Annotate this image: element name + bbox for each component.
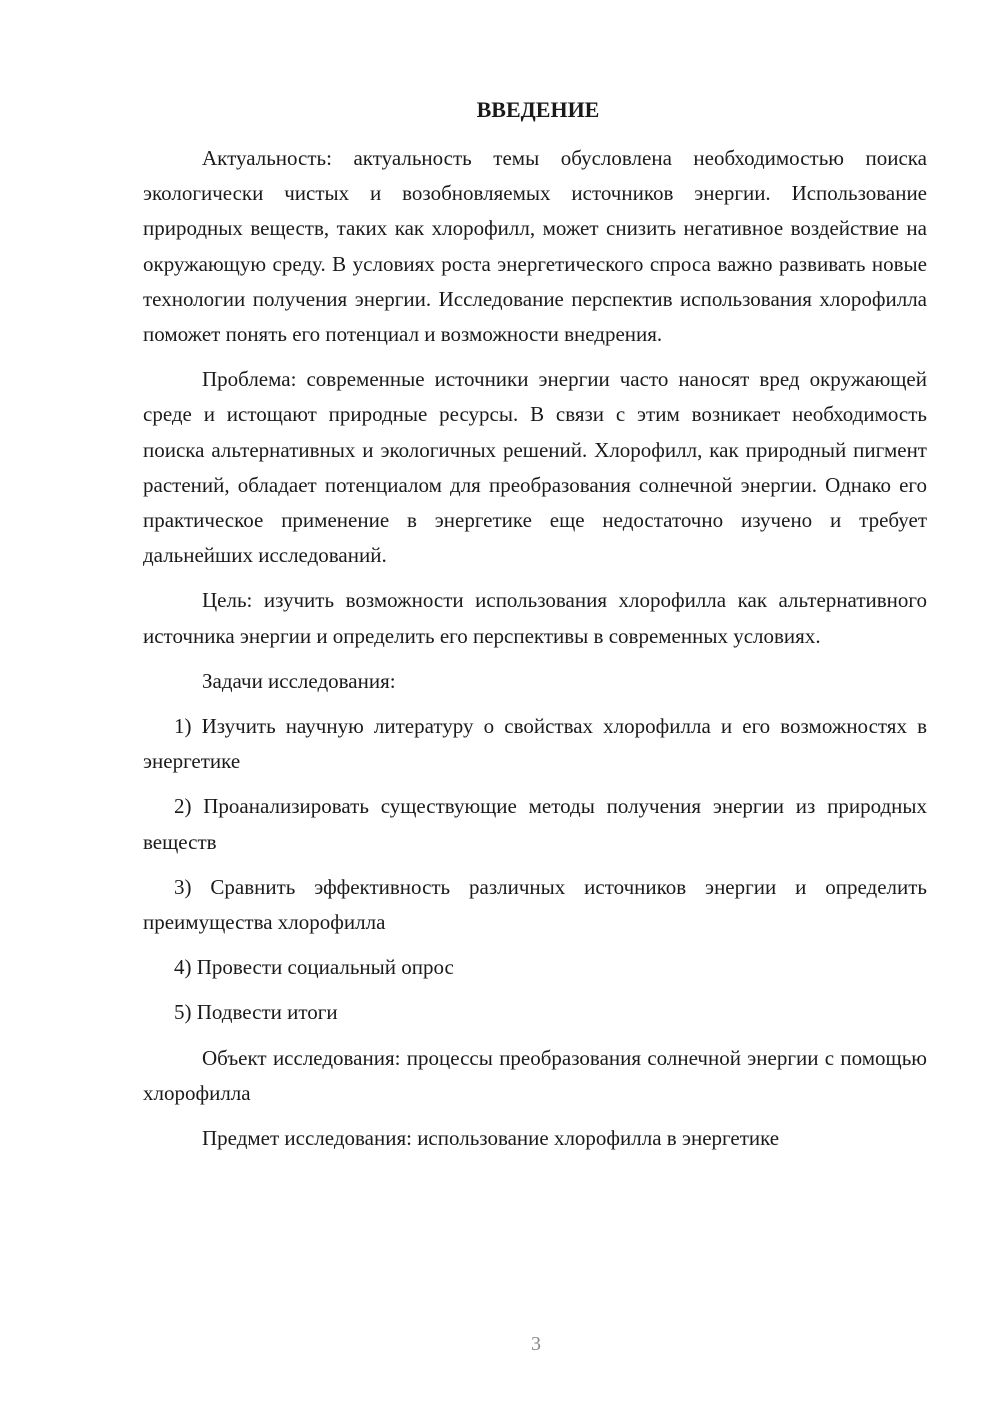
document-body xyxy=(143,95,927,1166)
tasks-intro: Задачи исследования: xyxy=(202,668,396,693)
list-item: 2) Проанализировать существующие методы получения энергии из природных веществ xyxy=(143,794,927,854)
list-item: 4) Провести социальный опрос xyxy=(174,955,454,980)
object-paragraph: Объект исследования: процессы преобразования солнечной энергии с помощью хлорофилла xyxy=(143,1045,927,1105)
subject-paragraph: Предмет исследования: использование хлорофилла в энергетике xyxy=(202,1126,780,1151)
page-number: 3 xyxy=(531,1333,541,1355)
list-item: 3) Сравнить эффективность различных источников энергии и определить преимущества хлорофилла xyxy=(143,874,927,935)
list-item: 1) Изучить научную литературу о свойствах хлорофилла и его возможностях в энергетике xyxy=(143,714,927,774)
tasks-list xyxy=(143,709,927,1031)
goal-paragraph: Цель: изучить возможности использования хлорофилла как альтернативного источника энергии и определить его перспективы в современных условиях. xyxy=(143,588,927,648)
page-title: ВВЕДЕНИЕ xyxy=(476,97,600,122)
relevance-paragraph: Актуальность: актуальность темы обусловлена необходимостью поиска экологически чистых и возобновляемых источников энергии. Использование природных веществ, таких как хлорофилл, может снизить негативное воздействие на окружающую среду. В условиях роста энергетического спроса важно развивать новые технологии получения энергии. Исследование перспектив использования хлорофилла поможет понять его потенциал и возможности внедрения. xyxy=(143,146,927,347)
problem-paragraph: Проблема: современные источники энергии часто наносят вред окружающей среде и истощают природные ресурсы. В связи с этим возникает необходимость поиска альтернативных и экологичных решений. Хлорофилл, как природный пигмент растений, обладает потенциалом для преобразования солнечной энергии. Однако его практическое применение в энергетике еще недостаточно изучено и требует дальнейших исследований. xyxy=(143,367,927,568)
list-item: 5) Подвести итоги xyxy=(174,1000,338,1025)
